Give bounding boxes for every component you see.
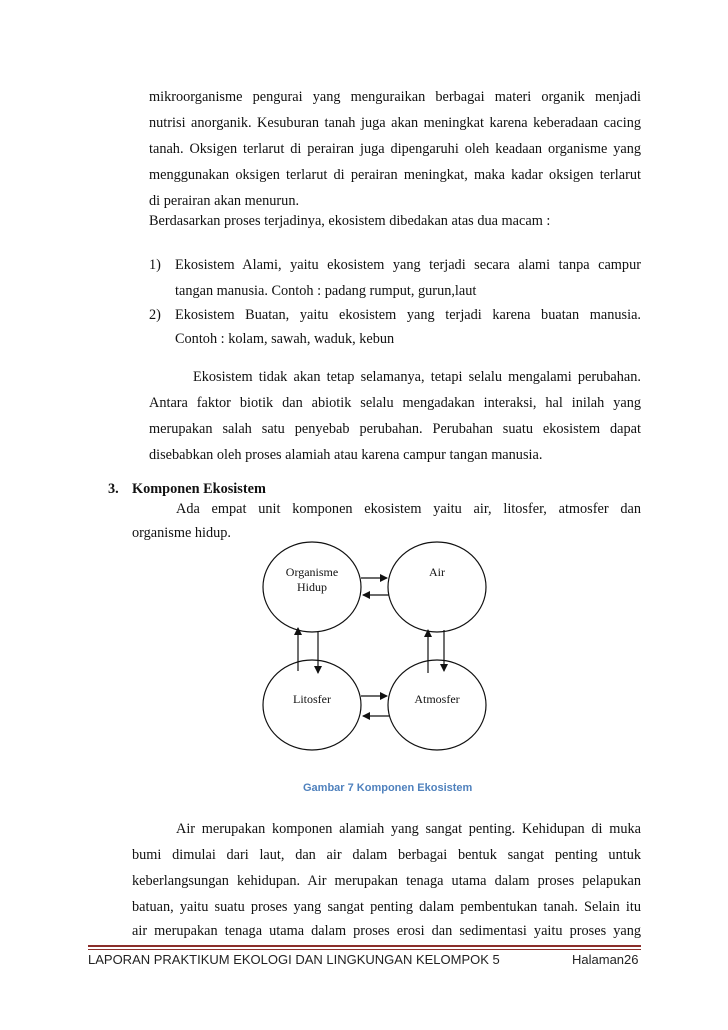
footer-rule-thin [88,949,641,950]
para2-line-4: disebabkan oleh proses alamiah atau karena campur tangan manusia. [149,447,543,463]
section-para-line-2: organisme hidup. [132,525,232,541]
list-item-2-line-1: Ekosistem Buatan, yaitu ekosistem yang terjadi karena buatan manusia. [175,307,641,323]
para1-line-3: tanah. Oksigen terlarut di perairan juga dipengaruhi oleh keadaan organisme yang [149,141,641,157]
para2-line-3: merupakan salah satu penyebab perubahan. Perubahan suatu ekosistem dapat [149,421,641,437]
section-number: 3. [108,481,119,497]
footer-rule-thick [88,945,641,947]
section-title: Komponen Ekosistem [132,481,266,497]
para3-line-5: air merupakan tenaga utama dalam proses erosi dan sedimentasi yaitu proses yang [132,923,641,939]
footer-page-number: Halaman26 [572,952,639,967]
label-air: Air [429,565,445,579]
list-item-2-line-2: Contoh : kolam, sawah, waduk, kebun [175,331,395,347]
label-organisme-1: Organisme [285,565,339,579]
label-litosfer: Litosfer [293,692,331,706]
para3-line-4: batuan, yaitu suatu proses yang sangat penting dalam pembentukan tanah. Selain itu [132,899,641,915]
list-item-1-line-1: Ekosistem Alami, yaitu ekosistem yang terjadi secara alami tanpa campur [175,257,641,273]
label-organisme-2: Hidup [297,580,327,594]
para1-line-5: di perairan akan menurun. [149,193,300,209]
para2-line-1: Ekosistem tidak akan tetap selamanya, tetapi selalu mengalami perubahan. [193,369,641,385]
footer-title: LAPORAN PRAKTIKUM EKOLOGI DAN LINGKUNGAN KELOMPOK 5 [88,952,500,967]
para3-line-3: keberlangsungan kehidupan. Air merupakan tenaga utama dalam proses pelapukan [132,873,641,889]
list-item-1-line-2: tangan manusia. Contoh : padang rumput, gurun,laut [175,283,477,299]
para1-line-4: menggunakan oksigen terlarut di perairan meningkat, maka kadar oksigen terlarut [149,167,641,183]
para3-line-1: Air merupakan komponen alamiah yang sangat penting. Kehidupan di muka [176,821,641,837]
para2-line-2: Antara faktor biotik dan abiotik selalu mengadakan interaksi, hal inilah yang [149,395,641,411]
node-air [388,542,486,632]
section-para-line-1: Ada empat unit komponen ekosistem yaitu air, litosfer, atmosfer dan [176,501,641,517]
list-item-1-number: 1) [149,257,161,273]
para3-line-2: bumi dimulai dari laut, dan air dalam berbagai bentuk sangat penting untuk [132,847,641,863]
para1-line-2: nutrisi anorganik. Kesuburan tanah juga akan meningkat karena keberadaan cacing [149,115,641,131]
label-atmosfer: Atmosfer [414,692,460,706]
figure-caption: Gambar 7 Komponen Ekosistem [303,782,473,794]
para1-line-1: mikroorganisme pengurai yang menguraikan berbagai materi organik menjadi [149,89,641,105]
intro-types: Berdasarkan proses terjadinya, ekosistem dibedakan atas dua macam : [149,213,551,229]
list-item-2-number: 2) [149,307,161,323]
